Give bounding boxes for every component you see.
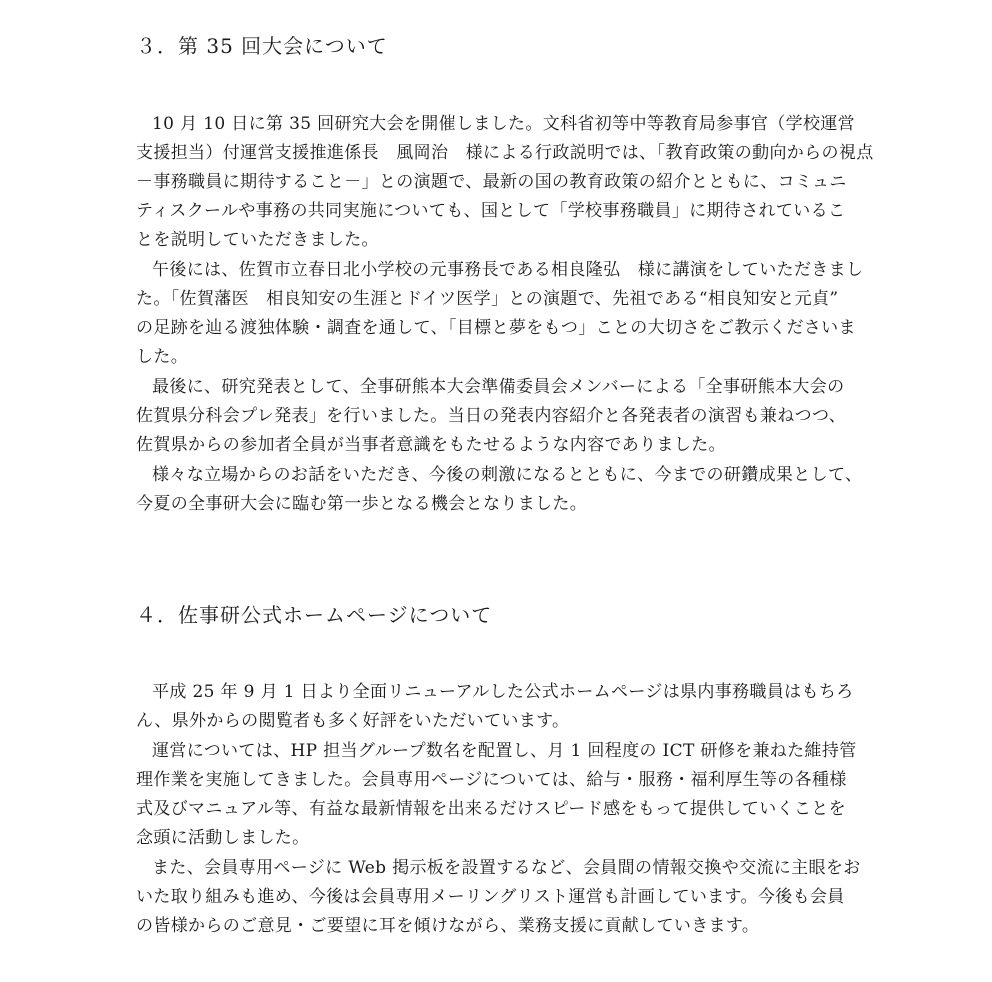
paragraph-line: とを説明していただきました。 [136, 230, 379, 250]
paragraph-line: 10 月 10 日に第 35 回研究大会を開催しました。文科省初等中等教育局参事官（学校運営 [152, 114, 856, 134]
paragraph-line: ん、県外からの閲覧者も多く好評をいただいています。 [136, 711, 570, 731]
paragraph-line: の足跡を辿る渡独体験・調査を通して、「目標と夢をもつ」ことの大切さをご教示くださいま [136, 318, 856, 338]
paragraph-line: 支援担当）付運営支援推進係長 風岡治 様による行政説明では、「教育政策の動向からの視点 [136, 143, 874, 163]
paragraph-line: 佐賀県分科会プレ発表」を行いました。当日の発表内容紹介と各発表者の演習も兼ねつつ、 [136, 406, 846, 426]
paragraph-line: また、会員専用ページに Web 掲示板を設置するなど、会員間の情報交換や交流に主眼をお [152, 858, 861, 878]
paragraph-line: 佐賀県からの参加者全員が当事者意識をもたせるような内容でありました。 [136, 435, 726, 455]
paragraph-line: た。「佐賀藩医 相良知安の生涯とドイツ医学」との演題で、先祖である“相良知安と元貞” [136, 289, 839, 309]
paragraph-line: 運営については、HP 担当グループ数名を配置し、月 1 回程度の ICT 研修を兼ねた維持管 [152, 741, 857, 761]
section-4-heading: ４．佐事研公式ホームページについて [136, 603, 493, 627]
paragraph-line: 平成 25 年 9 月 1 日より全面リニューアルした公式ホームページは県内事務職員はもちろ [152, 682, 854, 702]
paragraph-line: 今夏の全事研大会に臨む第一歩となる機会となりました。 [136, 494, 588, 514]
paragraph-line: 午後には、佐賀市立春日北小学校の元事務長である相良隆弘 様に講演をしていただきまし [152, 260, 864, 280]
paragraph-line: の皆様からのご意見・ご要望に耳を傾けながら、業務支援に貢献していきます。 [136, 916, 760, 936]
paragraph-line: 式及びマニュアル等、有益な最新情報を出来るだけスピード感をもって提供していくことを [136, 799, 846, 819]
section-3-heading: ３．第 35 回大会について [136, 34, 388, 58]
paragraph-line: 最後に、研究発表として、全事研熊本大会準備委員会メンバーによる「全事研熊本大会の [152, 377, 845, 397]
paragraph-line: 念頭に活動しました。 [136, 828, 310, 848]
paragraph-line: ティスクールや事務の共同実施についても、国として「学校事務職員」に期待されているこ [136, 201, 846, 221]
paragraph-line: した。 [136, 347, 189, 367]
paragraph-line: 理作業を実施してきました。会員専用ページについては、給与・服務・福利厚生等の各種様 [136, 770, 847, 790]
paragraph-line: いた取り組みも進め、今後は会員専用メーリングリスト運営も計画しています。今後も会員 [136, 887, 845, 907]
paragraph-line: 様々な立場からのお話をいただき、今後の刺激になるとともに、今までの研鑽成果として、 [152, 465, 863, 485]
paragraph-line: －事務職員に期待すること－」との演題で、最新の国の教育政策の紹介とともに、コミュニ [136, 172, 847, 192]
